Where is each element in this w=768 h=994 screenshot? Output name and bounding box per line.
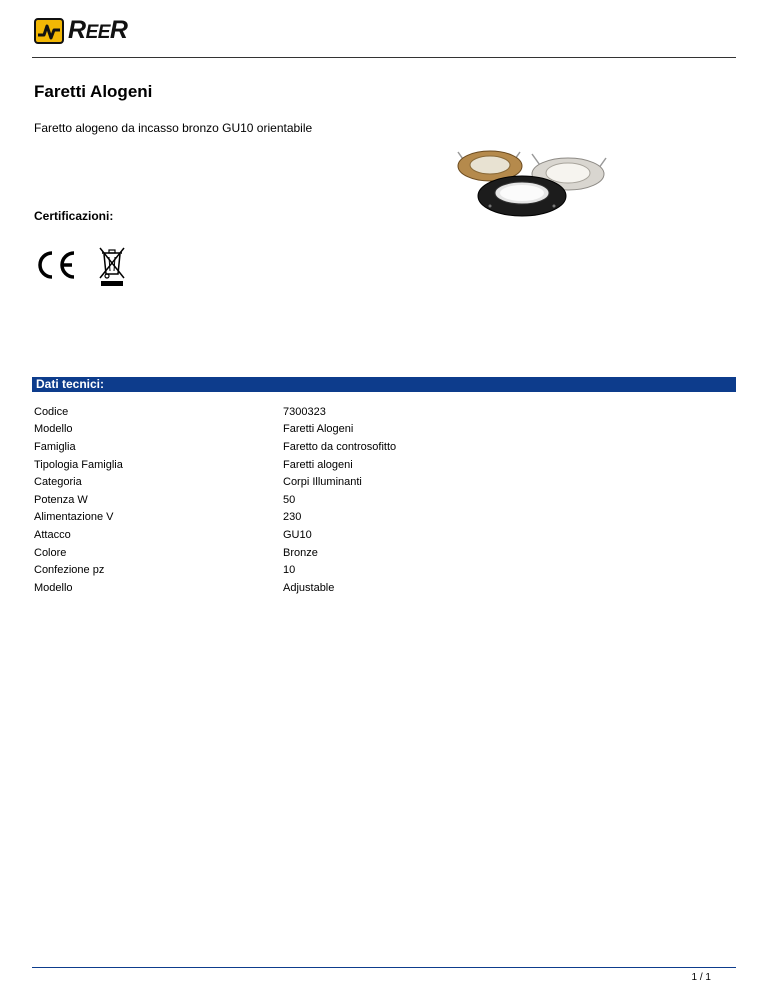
logo-wordmark [68,15,127,48]
technical-data-table [34,403,634,597]
spec-value: GU10 [283,528,312,541]
footer-divider [32,967,736,968]
spec-label: Attacco [34,528,71,541]
spec-value: Faretti Alogeni [283,423,354,436]
table-row [34,561,634,579]
spec-label: Categoria [34,476,82,489]
table-row [34,509,634,527]
table-row [34,579,634,597]
spec-label: Modello [34,423,73,436]
table-row [34,438,634,456]
header-divider [32,57,736,58]
logo-letter-r1: R [68,15,86,44]
page-number: 1 / 1 [691,972,711,983]
table-row [34,526,634,544]
spec-label: Famiglia [34,440,76,453]
technical-data-title: Dati tecnici: [36,377,105,391]
technical-data-header [32,377,736,392]
spec-label: Codice [34,405,69,418]
product-description: Faretto alogeno da incasso bronzo GU10 orientabile [34,121,313,135]
spec-label: Alimentazione V [34,511,114,524]
logo-letter-r2: R [109,15,128,44]
spec-value: Faretti alogeni [283,458,353,471]
table-row [34,403,634,421]
spec-value: Corpi Illuminanti [283,476,362,489]
certifications-heading: Certificazioni: [34,209,114,223]
downlight-product-image [450,144,610,224]
reer-logo-icon [34,18,64,44]
ce-mark-icon [34,250,78,280]
table-row [34,421,634,439]
page-title: Faretti Alogeni [34,82,153,101]
spec-value: 10 [283,564,296,577]
table-row [34,544,634,562]
spec-value: 50 [283,493,296,506]
spec-value: 7300323 [283,405,326,418]
table-row [34,473,634,491]
spec-label: Confezione pz [34,564,105,577]
brand-logo [34,16,127,46]
spec-value: 230 [283,511,302,524]
table-row [34,491,634,509]
table-row [34,456,634,474]
spec-value: Faretto da controsofitto [283,440,397,453]
spec-value: Adjustable [283,581,335,594]
logo-letters-ee: EE [85,21,110,43]
spec-label: Tipologia Famiglia [34,458,123,471]
spec-label: Colore [34,546,67,559]
spec-label: Potenza W [34,493,88,506]
spec-value: Bronze [283,546,318,559]
weee-bin-icon [96,244,128,288]
spec-label: Modello [34,581,73,594]
